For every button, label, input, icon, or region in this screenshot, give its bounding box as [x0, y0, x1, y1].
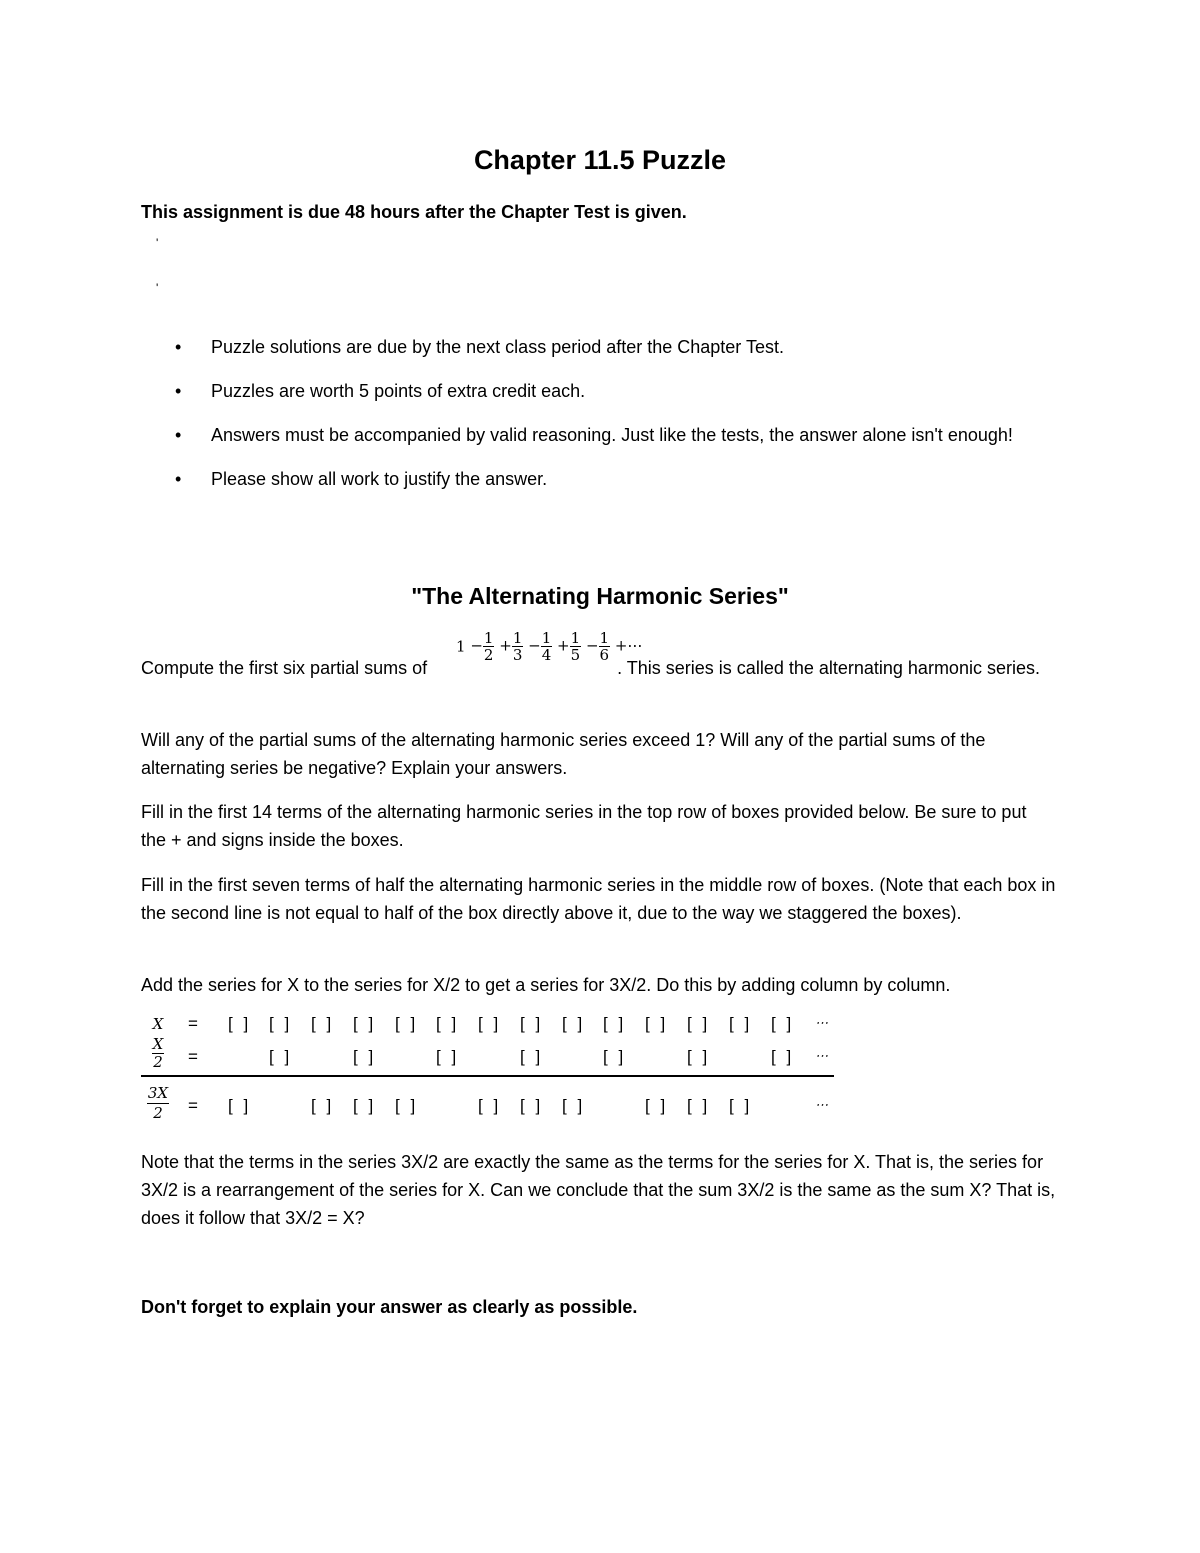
x-term-box[interactable]: [ ]: [687, 1014, 711, 1033]
list-item-text: Answers must be accompanied by valid reasoning. Just like the tests, the answer alone isn't enough!: [211, 425, 1013, 445]
x-term-box[interactable]: [ ]: [478, 1014, 502, 1033]
sum-divider-line: [141, 1075, 834, 1077]
row-label-x-half: $\frac{X}{2}$: [152, 1035, 164, 1071]
list-item: [141, 333, 1061, 361]
three-x-half-term-box[interactable]: [ ]: [311, 1096, 335, 1115]
x-half-term-box[interactable]: [ ]: [269, 1047, 293, 1066]
formula-sign: +: [499, 636, 512, 655]
fill-first-seven-instruction: Fill in the first seven terms of half the alternating harmonic series in the middle row of boxes. (Note that each box in the second line is not equal to half of the box directly above it, due to the way we staggered the boxes).: [141, 875, 1056, 923]
compute-text-after: . This series is called the alternating harmonic series.: [617, 658, 1040, 678]
formula-lead: 1: [456, 637, 466, 656]
formula-sign: −: [528, 636, 541, 655]
equals-sign: =: [188, 1096, 198, 1115]
x-term-box[interactable]: [ ]: [771, 1014, 795, 1033]
three-x-half-term-box[interactable]: [ ]: [520, 1096, 544, 1115]
three-x-half-term-box[interactable]: [ ]: [729, 1096, 753, 1115]
compute-text-before: Compute the first six partial sums of: [141, 658, 428, 678]
list-item-text: Puzzle solutions are due by the next class period after the Chapter Test.: [211, 337, 784, 357]
formula-sign: +: [557, 636, 570, 655]
x-half-term-box[interactable]: [ ]: [771, 1047, 795, 1066]
formula-fraction: $\frac{1}{3}$: [512, 629, 523, 664]
three-x-half-term-box[interactable]: [ ]: [478, 1096, 502, 1115]
due-note: This assignment is due 48 hours after the Chapter Test is given.: [141, 202, 687, 222]
closing-reminder: Don't forget to explain your answer as clearly as possible.: [141, 1297, 638, 1317]
x-term-box[interactable]: [ ]: [562, 1014, 586, 1033]
x-half-term-box[interactable]: [ ]: [520, 1047, 544, 1066]
formula-fraction: $\frac{1}{6}$: [599, 629, 610, 664]
x-term-box[interactable]: [ ]: [228, 1014, 252, 1033]
three-x-half-term-box[interactable]: [ ]: [353, 1096, 377, 1115]
x-term-box[interactable]: [ ]: [645, 1014, 669, 1033]
x-half-term-box[interactable]: [ ]: [436, 1047, 460, 1066]
formula-sign: −: [585, 636, 599, 655]
partial-sums-question: Will any of the partial sums of the alternating harmonic series exceed 1? Will any of the partial sums of the alternating series be negative? Explain your answers.: [141, 730, 986, 778]
x-term-box[interactable]: [ ]: [395, 1014, 419, 1033]
formula-fraction: $\frac{1}{5}$: [570, 629, 581, 664]
list-item-text: Please show all work to justify the answer.: [211, 469, 548, 489]
x-term-box[interactable]: [ ]: [603, 1014, 627, 1033]
bullet-icon: •: [175, 425, 182, 445]
x-term-box[interactable]: [ ]: [311, 1014, 335, 1033]
alternating-series-formula: [456, 630, 642, 663]
section-title: "The Alternating Harmonic Series": [411, 583, 789, 609]
list-item: [141, 377, 1061, 405]
formula-sign: −: [470, 636, 483, 655]
formula-tail: +⋯: [614, 636, 643, 655]
ellipsis-icon: ⋯: [815, 1049, 828, 1064]
list-item: [141, 465, 1061, 493]
row-label-three-x-half: $\frac{3X}{2}$: [147, 1084, 169, 1122]
rearrangement-note: Note that the terms in the series 3X/2 are exactly the same as the terms for the series for X. That is, the series for 3X/2 is a rearrangement of the series for X. Can we conclude that the sum 3X/2 is the same as the sum X? That is, does it follow that 3X/2 = X?: [141, 1152, 1056, 1228]
bullet-icon: •: [175, 469, 182, 489]
three-x-half-term-box[interactable]: [ ]: [395, 1096, 419, 1115]
tick-mark: ': [156, 281, 159, 295]
list-item-text: Puzzles are worth 5 points of extra credit each.: [211, 381, 586, 401]
x-term-box[interactable]: [ ]: [436, 1014, 460, 1033]
list-item: [141, 421, 1061, 449]
x-half-term-box[interactable]: [ ]: [687, 1047, 711, 1066]
tick-mark: ': [156, 236, 159, 250]
x-half-term-box[interactable]: [ ]: [353, 1047, 377, 1066]
row-label-x: X: [152, 1015, 164, 1033]
bullet-icon: •: [175, 381, 182, 401]
equals-sign: =: [188, 1047, 198, 1066]
x-term-box[interactable]: [ ]: [520, 1014, 544, 1033]
x-term-box[interactable]: [ ]: [353, 1014, 377, 1033]
formula-fraction: $\frac{1}{4}$: [541, 629, 552, 664]
x-half-term-box[interactable]: [ ]: [603, 1047, 627, 1066]
three-x-half-term-box[interactable]: [ ]: [562, 1096, 586, 1115]
instruction-list: [141, 333, 1061, 509]
equals-sign: =: [188, 1014, 198, 1033]
add-series-instruction: Add the series for X to the series for X/2 to get a series for 3X/2. Do this by adding column by column.: [141, 975, 951, 995]
fill-first-14-instruction: Fill in the first 14 terms of the alternating harmonic series in the top row of boxes provided below. Be sure to put the + and signs inside the boxes.: [141, 802, 1027, 850]
x-term-box[interactable]: [ ]: [729, 1014, 753, 1033]
ellipsis-icon: ⋯: [815, 1098, 828, 1113]
three-x-half-term-box[interactable]: [ ]: [687, 1096, 711, 1115]
page-title: Chapter 11.5 Puzzle: [473, 145, 727, 175]
bullet-icon: •: [175, 337, 182, 357]
formula-fraction: $\frac{1}{2}$: [483, 629, 494, 664]
x-term-box[interactable]: [ ]: [269, 1014, 293, 1033]
three-x-half-term-box[interactable]: [ ]: [228, 1096, 252, 1115]
ellipsis-icon: ⋯: [815, 1016, 828, 1031]
three-x-half-term-box[interactable]: [ ]: [645, 1096, 669, 1115]
